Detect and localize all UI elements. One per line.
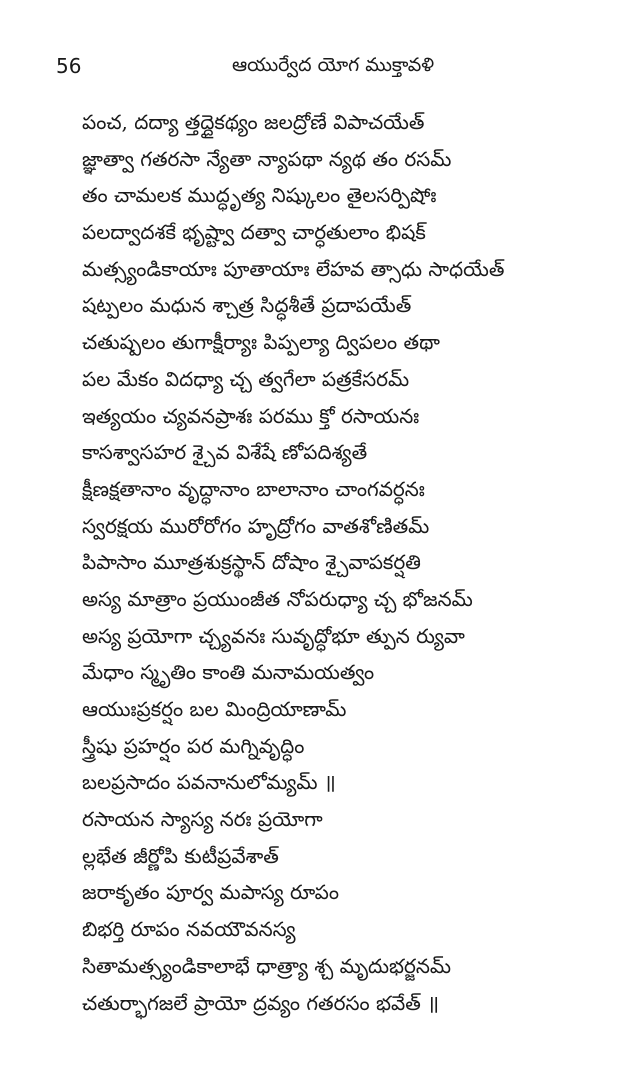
verse-line: మేధాం స్మృతిం కాంతి మనామయత్వం [82,660,375,685]
verse-line: పలద్వాదశకే భృష్ట్వా దత్వా చార్ధతులాం భిషక్ [82,220,426,245]
verse-line: సితామత్స్యండికాలాభే ధాత్ర్యా శ్చ మృదుభర్జనమ్ [82,953,452,978]
verse-line: జరాకృతం పూర్వ మపాస్య రూపం [82,880,340,905]
verse-line: అస్య ప్రయోగా చ్చ్యవనః సువృద్ధోభూ త్పున ర్యువా [82,623,465,648]
verse-line: తం చామలక ముద్ధృత్య నిష్కులం తైలసర్పిషోః [82,183,437,208]
verse-line: అస్య మాత్రాం ప్రయుంజీత నోపరుధ్యా చ్చ భోజనమ్ [82,586,473,611]
verse-block [82,104,582,1021]
verse-line: షట్పలం మధున శ్చాత్ర సిద్ధశీతే ప్రదాపయేత్ [82,293,412,318]
verse-line: బలప్రసాదం పవనానులోమ్యమ్ ॥ [82,770,336,795]
verse-line: ఆయుఃప్రకర్షం బల మింద్రియాణామ్ [82,697,347,721]
verse-line: మత్స్యండికాయాః పూతాయాః లేహవ త్సాధు సాధయేత్ [82,256,505,281]
verse-line: ల్లభేత జీర్ణోపి కుటీప్రవేశాత్ [82,843,279,868]
verse-line: రసాయన స్యాస్య నరః ప్రయోగా [82,807,323,832]
running-title: ఆయుర్వేద యోగ ముక్తావళి [232,54,435,76]
verse-line: జ్ఞాత్వా గతరసా న్యేతా న్యాపథా న్యథ తం రసమ్ [82,146,452,171]
verse-line: చతుష్పలం తుగాక్షీర్యాః పిప్పల్యా ద్విపలం తథా [82,330,440,355]
verse-line: స్త్రీషు ప్రహర్షం పర మగ్నివృద్ధిం [82,733,305,758]
verse-line: ఇత్యయం చ్యవనప్రాశః పరము క్తో రసాయనః [82,403,420,428]
verse-line: పంచ, దద్యా త్తద్దైకథ్యం జలద్రోణే విపాచయేత్ [82,110,425,134]
verse-line: స్వరక్షయ మురోరోగం హృద్రోగం వాతశోణితమ్ [82,513,430,538]
verse-line: కాసశ్వాసహర శ్చైవ విశేషే ణోపదిశ్యతే [82,440,368,465]
page-number: 56 [56,54,82,78]
verse-line: పల మేకం విదధ్యా చ్చ త్వగేలా పత్రకేసరమ్ [82,366,410,391]
verse-line: బిభర్తి రూపం నవయౌవనస్య [82,917,296,942]
verse-line: పిపాసాం మూత్రశుక్రస్థాన్ దోషాం శ్చైవాపకర్షతి [82,550,421,575]
page-header [0,50,638,86]
verse-line: చతుర్భాగజలే ప్రాయో ద్రవ్యం గతరసం భవేత్ ॥ [82,990,440,1015]
verse-line: క్షీణక్షతానాం వృద్ధానాం బాలానాం చాంగవర్ధనః [82,476,425,501]
